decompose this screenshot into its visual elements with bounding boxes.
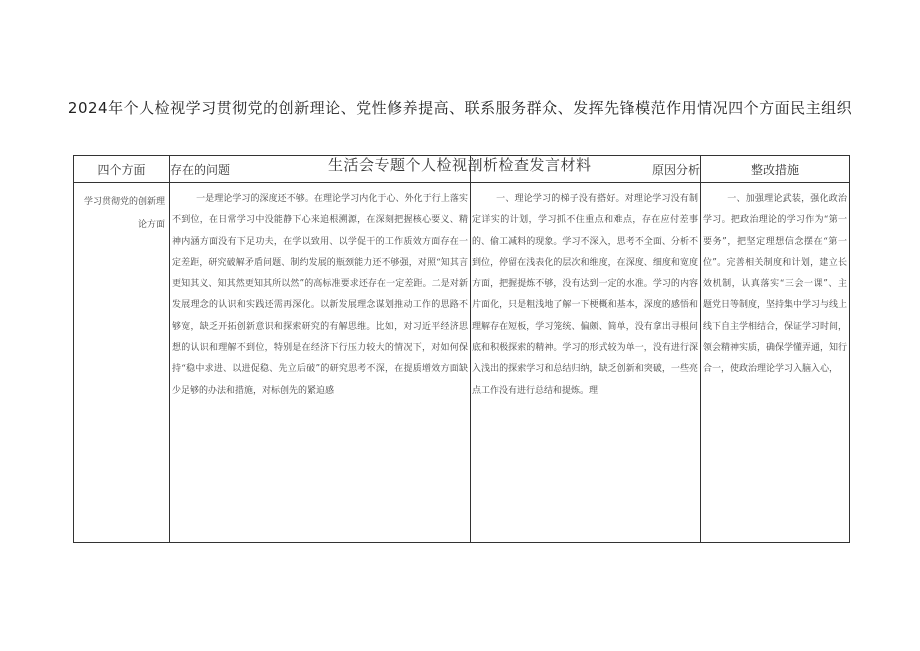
document-title: 2024年个人检视学习贯彻党的创新理论、党性修养提高、联系服务群众、发挥先锋模范作用情况四个方面民主组织 (67, 99, 853, 117)
problems-body: 一是理论学习的深度还不够。在理论学习内化于心、外化于行上落实不到位，在日常学习中没能静下心来追根溯源，在深刻把握核心要义、精神内涵方面没有下足功夫，在学以致用、以学促干的工作质效方面存在一定差距，研究破解矛盾问题、制约发展的瓶颈能力还不够强，对照“知其言更知其义、知其然更知其所以然”的高标准要求还存在一定差距。二是对新发展理念的认识和实践还需再深化。以新发展理念谋划推动工作的思路不够宽，缺乏开拓创新意识和探索研究的有解思维。比如，对习近平经济思想的认识和理解不到位，特别是在经济下行压力较大的情况下，对如何保持“稳中求进、以进促稳、先立后破”的研究思考不深，在提质增效方面缺少足够的办法和措施，对标创先的紧迫感 (172, 194, 468, 396)
aspect-cell (74, 183, 170, 543)
header-problems: 存在的问题 (170, 156, 471, 183)
header-measures: 整改措施 (701, 156, 850, 183)
header-aspects: 四个方面 (74, 156, 170, 183)
table-header-row (74, 156, 850, 183)
measures-cell (701, 183, 850, 543)
measures-body: 一、加强理论武装，强化政治学习。把政治理论的学习作为“第一要务”，把坚定理想信念摆在“第一位”。完善相关制度和计划，建立长效机制，认真落实“三会一课”、主题党日等制度，坚持集中学习与线上线下自主学相结合，保证学习时间，领会精神实质，确保学懂弄通，知行合一，使政治理论学习入脑入心， (703, 194, 848, 375)
causes-cell (471, 183, 701, 543)
table-row (74, 183, 850, 543)
causes-body: 一、理论学习的梯子没有搭好。对理论学习没有制定详实的计划，学习抓不住重点和难点，存在应付差事的、偷工减料的现象。学习不深入，思考不全面、分析不到位，停留在浅表化的层次和维度，在深度、细度和宽度方面，把握提炼不够，没有达到一定的水准。学习的内容片面化，只是粗浅地了解一下梗概和基本，深度的感悟和理解存在短板，学习笼统、偏颇、简单，没有拿出寻根问底和积极探索的精神。学习的形式较为单一，没有进行深入浅出的探索学习和总结归纳，缺乏创新和突破，一些亮点工作没有进行总结和提炼。理 (472, 194, 698, 396)
inspection-table (73, 155, 850, 543)
document-subtitle: 生活会专题个人检视剖析检查发言材料 (328, 156, 592, 174)
aspect-text: 学习贯彻党的创新理论方面 (83, 197, 165, 230)
problems-text (170, 183, 470, 402)
problems-cell (170, 183, 471, 543)
causes-text (471, 183, 700, 402)
measures-text (701, 183, 849, 381)
header-causes: 原因分析 (471, 156, 701, 183)
